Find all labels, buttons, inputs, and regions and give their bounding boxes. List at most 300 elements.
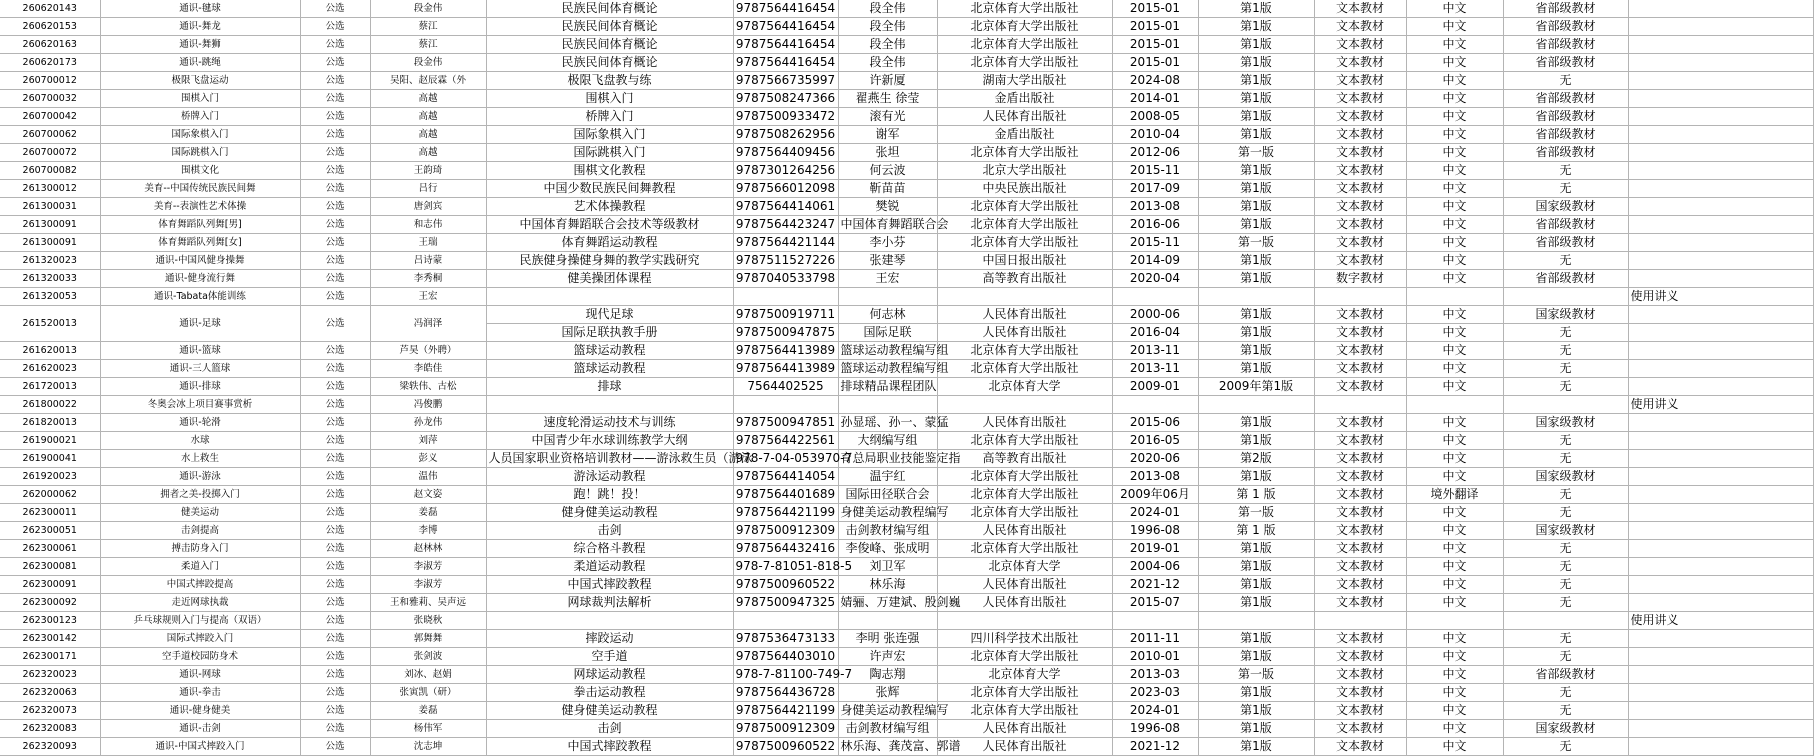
cell-material-type[interactable]: 文本教材 (1314, 414, 1406, 432)
cell-remark[interactable] (1628, 414, 1813, 432)
cell-author[interactable]: 刘卫军 (838, 558, 937, 576)
cell-publisher[interactable]: 人民体育出版社 (937, 576, 1112, 594)
cell-author[interactable]: 段全伟 (838, 36, 937, 54)
cell-course-type[interactable]: 公选 (300, 36, 370, 54)
cell-course-name[interactable]: 通识-毽球 (100, 0, 300, 18)
cell-publisher[interactable]: 北京体育大学出版社 (937, 648, 1112, 666)
cell-teacher[interactable]: 刘冰、赵娟 (370, 666, 486, 684)
cell-pub-date[interactable]: 2013-08 (1112, 198, 1198, 216)
cell-book-title[interactable]: 中国式摔跤教程 (486, 576, 733, 594)
cell-remark[interactable] (1628, 234, 1813, 252)
cell-author[interactable]: 段全伟 (838, 0, 937, 18)
cell-book-title[interactable]: 空手道 (486, 648, 733, 666)
cell-course-code[interactable]: 261900021 (0, 432, 100, 450)
cell-publisher[interactable]: 人民体育出版社 (937, 720, 1112, 738)
cell-textbook-level[interactable]: 省部级教材 (1503, 126, 1628, 144)
cell-publisher[interactable]: 北京体育大学出版社 (937, 486, 1112, 504)
cell-course-name[interactable]: 通识-轮滑 (100, 414, 300, 432)
cell-teacher[interactable]: 王和雅莉、吴声远 (370, 594, 486, 612)
cell-course-type[interactable]: 公选 (300, 612, 370, 630)
cell-remark[interactable] (1628, 702, 1813, 720)
cell-course-code[interactable]: 261620023 (0, 360, 100, 378)
cell-material-type[interactable]: 数字教材 (1314, 270, 1406, 288)
cell-course-type[interactable]: 公选 (300, 342, 370, 360)
cell-publisher[interactable]: 北京体育大学出版社 (937, 468, 1112, 486)
cell-pub-date[interactable]: 2023-03 (1112, 684, 1198, 702)
cell-book-title[interactable]: 综合格斗教程 (486, 540, 733, 558)
cell-course-code[interactable]: 260620163 (0, 36, 100, 54)
cell-teacher[interactable]: 冯润泽 (370, 306, 486, 342)
cell-material-type[interactable]: 文本教材 (1314, 720, 1406, 738)
cell-textbook-level[interactable]: 国家级教材 (1503, 720, 1628, 738)
cell-course-name[interactable]: 通识-篮球 (100, 342, 300, 360)
cell-course-type[interactable]: 公选 (300, 720, 370, 738)
cell-pub-date[interactable]: 2014-09 (1112, 252, 1198, 270)
cell-language[interactable]: 中文 (1406, 432, 1503, 450)
cell-material-type[interactable]: 文本教材 (1314, 558, 1406, 576)
cell-teacher[interactable]: 段金伟 (370, 0, 486, 18)
cell-remark[interactable] (1628, 342, 1813, 360)
cell-course-type[interactable]: 公选 (300, 54, 370, 72)
cell-language[interactable]: 中文 (1406, 504, 1503, 522)
cell-course-code[interactable]: 261520013 (0, 306, 100, 342)
cell-material-type[interactable] (1314, 612, 1406, 630)
cell-course-name[interactable]: 通识-Tabata体能训练 (100, 288, 300, 306)
cell-teacher[interactable]: 蔡江 (370, 36, 486, 54)
cell-textbook-level[interactable]: 无 (1503, 648, 1628, 666)
cell-language[interactable]: 中文 (1406, 378, 1503, 396)
cell-edition[interactable]: 第1版 (1198, 702, 1314, 720)
cell-author[interactable]: 何云波 (838, 162, 937, 180)
cell-edition[interactable]: 第1版 (1198, 468, 1314, 486)
cell-book-title[interactable]: 桥牌入门 (486, 108, 733, 126)
cell-book-title[interactable]: 人员国家职业资格培训教材——游泳救生员（游泳 (486, 450, 733, 468)
cell-course-type[interactable]: 公选 (300, 108, 370, 126)
cell-book-title[interactable]: 网球运动教程 (486, 666, 733, 684)
cell-edition[interactable]: 第1版 (1198, 270, 1314, 288)
cell-course-name[interactable]: 通识-三人篮球 (100, 360, 300, 378)
cell-book-title[interactable]: 排球 (486, 378, 733, 396)
cell-textbook-level[interactable]: 无 (1503, 504, 1628, 522)
cell-author[interactable]: 中国体育舞蹈联合会 (838, 216, 937, 234)
cell-edition[interactable]: 第1版 (1198, 108, 1314, 126)
cell-remark[interactable]: 使用讲义 (1628, 396, 1813, 414)
cell-teacher[interactable]: 高越 (370, 90, 486, 108)
cell-book-title[interactable]: 健身健美运动教程 (486, 702, 733, 720)
cell-publisher[interactable]: 北京大学出版社 (937, 162, 1112, 180)
cell-pub-date[interactable]: 1996-08 (1112, 720, 1198, 738)
cell-textbook-level[interactable]: 省部级教材 (1503, 234, 1628, 252)
cell-language[interactable]: 中文 (1406, 540, 1503, 558)
cell-material-type[interactable]: 文本教材 (1314, 216, 1406, 234)
cell-edition[interactable]: 第1版 (1198, 558, 1314, 576)
cell-author[interactable]: 排球精品课程团队 (838, 378, 937, 396)
cell-pub-date[interactable]: 2024-08 (1112, 72, 1198, 90)
cell-course-type[interactable]: 公选 (300, 360, 370, 378)
cell-language[interactable]: 中文 (1406, 414, 1503, 432)
cell-remark[interactable] (1628, 576, 1813, 594)
cell-course-type[interactable]: 公选 (300, 126, 370, 144)
cell-textbook-level[interactable]: 无 (1503, 450, 1628, 468)
cell-pub-date[interactable]: 2019-01 (1112, 540, 1198, 558)
cell-textbook-level[interactable]: 省部级教材 (1503, 666, 1628, 684)
cell-teacher[interactable]: 段金伟 (370, 54, 486, 72)
cell-language[interactable]: 中文 (1406, 72, 1503, 90)
cell-isbn[interactable]: 9787500912309 (733, 522, 838, 540)
cell-edition[interactable]: 第1版 (1198, 90, 1314, 108)
cell-course-type[interactable]: 公选 (300, 684, 370, 702)
cell-language[interactable]: 中文 (1406, 270, 1503, 288)
cell-material-type[interactable]: 文本教材 (1314, 108, 1406, 126)
cell-course-code[interactable]: 260700072 (0, 144, 100, 162)
cell-isbn[interactable]: 9787564409456 (733, 144, 838, 162)
cell-isbn[interactable]: 9787508262956 (733, 126, 838, 144)
cell-textbook-level[interactable]: 国家级教材 (1503, 522, 1628, 540)
cell-textbook-level[interactable]: 国家级教材 (1503, 306, 1628, 324)
cell-teacher[interactable]: 李秀桐 (370, 270, 486, 288)
cell-isbn[interactable]: 9787566012098 (733, 180, 838, 198)
cell-course-code[interactable]: 262300091 (0, 576, 100, 594)
cell-teacher[interactable]: 姜磊 (370, 702, 486, 720)
cell-course-type[interactable]: 公选 (300, 252, 370, 270)
cell-book-title[interactable]: 中国式摔跤教程 (486, 738, 733, 756)
cell-book-title[interactable] (486, 612, 733, 630)
cell-isbn[interactable]: 9787564401689 (733, 486, 838, 504)
cell-author[interactable] (838, 396, 937, 414)
cell-edition[interactable]: 第一版 (1198, 144, 1314, 162)
cell-course-code[interactable]: 262320083 (0, 720, 100, 738)
cell-book-title[interactable]: 中国少数民族民间舞教程 (486, 180, 733, 198)
cell-publisher[interactable] (937, 396, 1112, 414)
cell-publisher[interactable]: 金盾出版社 (937, 126, 1112, 144)
cell-material-type[interactable]: 文本教材 (1314, 576, 1406, 594)
cell-edition[interactable]: 第1版 (1198, 306, 1314, 324)
cell-pub-date[interactable]: 2015-01 (1112, 36, 1198, 54)
cell-book-title[interactable]: 跑！跳！投！ (486, 486, 733, 504)
cell-remark[interactable] (1628, 540, 1813, 558)
cell-isbn[interactable]: 9787040533798 (733, 270, 838, 288)
cell-remark[interactable]: 使用讲义 (1628, 288, 1813, 306)
cell-book-title[interactable]: 极限飞盘教与练 (486, 72, 733, 90)
cell-remark[interactable] (1628, 324, 1813, 342)
cell-author[interactable]: 何志林 (838, 306, 937, 324)
cell-remark[interactable] (1628, 198, 1813, 216)
cell-language[interactable]: 中文 (1406, 720, 1503, 738)
cell-course-type[interactable]: 公选 (300, 234, 370, 252)
cell-material-type[interactable]: 文本教材 (1314, 504, 1406, 522)
cell-book-title[interactable]: 中国青少年水球训练教学大纲 (486, 432, 733, 450)
cell-author[interactable]: 国际田径联合会 (838, 486, 937, 504)
cell-pub-date[interactable]: 2016-06 (1112, 216, 1198, 234)
cell-textbook-level[interactable]: 无 (1503, 180, 1628, 198)
cell-pub-date[interactable]: 2000-06 (1112, 306, 1198, 324)
cell-course-code[interactable]: 262300092 (0, 594, 100, 612)
cell-edition[interactable]: 第1版 (1198, 360, 1314, 378)
cell-course-code[interactable]: 261320023 (0, 252, 100, 270)
cell-course-type[interactable]: 公选 (300, 468, 370, 486)
cell-material-type[interactable]: 文本教材 (1314, 702, 1406, 720)
cell-textbook-level[interactable]: 省部级教材 (1503, 90, 1628, 108)
cell-course-name[interactable]: 健美运动 (100, 504, 300, 522)
cell-material-type[interactable]: 文本教材 (1314, 144, 1406, 162)
cell-course-code[interactable]: 260700012 (0, 72, 100, 90)
cell-textbook-level[interactable]: 无 (1503, 486, 1628, 504)
cell-publisher[interactable]: 人民体育出版社 (937, 414, 1112, 432)
cell-language[interactable]: 中文 (1406, 630, 1503, 648)
cell-book-title[interactable]: 民族民间体育概论 (486, 18, 733, 36)
cell-textbook-level[interactable]: 省部级教材 (1503, 54, 1628, 72)
cell-material-type[interactable] (1314, 396, 1406, 414)
cell-pub-date[interactable]: 2024-01 (1112, 702, 1198, 720)
cell-isbn[interactable]: 9787508247366 (733, 90, 838, 108)
cell-course-type[interactable]: 公选 (300, 18, 370, 36)
cell-pub-date[interactable]: 2010-01 (1112, 648, 1198, 666)
cell-course-name[interactable]: 国际象棋入门 (100, 126, 300, 144)
cell-remark[interactable] (1628, 378, 1813, 396)
cell-language[interactable]: 中文 (1406, 0, 1503, 18)
cell-course-type[interactable]: 公选 (300, 450, 370, 468)
cell-pub-date[interactable] (1112, 288, 1198, 306)
cell-publisher[interactable]: 北京体育大学出版社 (937, 684, 1112, 702)
cell-course-code[interactable]: 260620173 (0, 54, 100, 72)
cell-pub-date[interactable]: 2015-01 (1112, 0, 1198, 18)
cell-language[interactable]: 中文 (1406, 108, 1503, 126)
cell-publisher[interactable]: 北京体育大学 (937, 558, 1112, 576)
cell-teacher[interactable]: 李淑芳 (370, 558, 486, 576)
cell-publisher[interactable]: 湖南大学出版社 (937, 72, 1112, 90)
cell-remark[interactable] (1628, 486, 1813, 504)
cell-pub-date[interactable]: 2014-01 (1112, 90, 1198, 108)
cell-isbn[interactable]: 9787511527226 (733, 252, 838, 270)
cell-author[interactable]: 李俊峰、张成明 (838, 540, 937, 558)
cell-edition[interactable]: 第1版 (1198, 594, 1314, 612)
cell-remark[interactable] (1628, 684, 1813, 702)
cell-course-name[interactable]: 体育舞蹈队列舞[男] (100, 216, 300, 234)
cell-publisher[interactable]: 人民体育出版社 (937, 594, 1112, 612)
cell-pub-date[interactable]: 2011-11 (1112, 630, 1198, 648)
cell-course-type[interactable]: 公选 (300, 198, 370, 216)
cell-course-type[interactable]: 公选 (300, 594, 370, 612)
cell-course-code[interactable]: 260700062 (0, 126, 100, 144)
cell-pub-date[interactable]: 2015-06 (1112, 414, 1198, 432)
cell-course-code[interactable]: 261300091 (0, 216, 100, 234)
cell-course-code[interactable]: 262320093 (0, 738, 100, 756)
cell-course-name[interactable]: 搏击防身入门 (100, 540, 300, 558)
cell-author[interactable]: 林乐海、龚茂富、郭谱 (838, 738, 937, 756)
cell-teacher[interactable]: 姜磊 (370, 504, 486, 522)
cell-edition[interactable]: 第一版 (1198, 666, 1314, 684)
cell-isbn[interactable]: 7564402525 (733, 378, 838, 396)
cell-publisher[interactable]: 北京体育大学出版社 (937, 234, 1112, 252)
cell-textbook-level[interactable]: 省部级教材 (1503, 144, 1628, 162)
cell-edition[interactable]: 第1版 (1198, 414, 1314, 432)
cell-publisher[interactable]: 北京体育大学出版社 (937, 432, 1112, 450)
cell-course-name[interactable]: 水上救生 (100, 450, 300, 468)
cell-author[interactable] (838, 288, 937, 306)
cell-pub-date[interactable]: 2021-12 (1112, 576, 1198, 594)
cell-remark[interactable] (1628, 108, 1813, 126)
cell-material-type[interactable]: 文本教材 (1314, 90, 1406, 108)
cell-textbook-level[interactable]: 省部级教材 (1503, 36, 1628, 54)
cell-teacher[interactable]: 赵文姿 (370, 486, 486, 504)
cell-language[interactable] (1406, 396, 1503, 414)
cell-remark[interactable] (1628, 144, 1813, 162)
cell-course-code[interactable]: 261720013 (0, 378, 100, 396)
cell-pub-date[interactable]: 2015-11 (1112, 162, 1198, 180)
cell-remark[interactable] (1628, 90, 1813, 108)
cell-publisher[interactable]: 人民体育出版社 (937, 738, 1112, 756)
cell-book-title[interactable]: 现代足球 (486, 306, 733, 324)
cell-language[interactable]: 中文 (1406, 216, 1503, 234)
cell-isbn[interactable]: 9787500912309 (733, 720, 838, 738)
cell-textbook-level[interactable]: 国家级教材 (1503, 414, 1628, 432)
cell-edition[interactable]: 第 1 版 (1198, 486, 1314, 504)
cell-author[interactable] (838, 612, 937, 630)
cell-publisher[interactable]: 北京体育大学出版社 (937, 360, 1112, 378)
cell-course-name[interactable]: 中国式摔跤提高 (100, 576, 300, 594)
cell-publisher[interactable]: 北京体育大学出版社 (937, 342, 1112, 360)
cell-course-code[interactable]: 262320063 (0, 684, 100, 702)
cell-remark[interactable] (1628, 522, 1813, 540)
cell-book-title[interactable]: 拳击运动教程 (486, 684, 733, 702)
cell-pub-date[interactable]: 2009-01 (1112, 378, 1198, 396)
cell-language[interactable]: 中文 (1406, 36, 1503, 54)
cell-textbook-level[interactable]: 省部级教材 (1503, 270, 1628, 288)
cell-edition[interactable]: 第1版 (1198, 540, 1314, 558)
cell-course-code[interactable]: 261320053 (0, 288, 100, 306)
cell-course-name[interactable]: 国际跳棋入门 (100, 144, 300, 162)
cell-textbook-level[interactable]: 省部级教材 (1503, 108, 1628, 126)
cell-remark[interactable] (1628, 126, 1813, 144)
cell-edition[interactable]: 第1版 (1198, 72, 1314, 90)
cell-course-code[interactable]: 261300031 (0, 198, 100, 216)
cell-edition[interactable]: 第1版 (1198, 54, 1314, 72)
cell-pub-date[interactable]: 2008-05 (1112, 108, 1198, 126)
cell-remark[interactable] (1628, 162, 1813, 180)
cell-remark[interactable] (1628, 216, 1813, 234)
cell-pub-date[interactable]: 2013-11 (1112, 360, 1198, 378)
cell-remark[interactable] (1628, 270, 1813, 288)
cell-material-type[interactable]: 文本教材 (1314, 198, 1406, 216)
cell-pub-date[interactable]: 2013-03 (1112, 666, 1198, 684)
cell-teacher[interactable]: 王瑞 (370, 234, 486, 252)
cell-course-type[interactable]: 公选 (300, 432, 370, 450)
cell-remark[interactable] (1628, 0, 1813, 18)
cell-author[interactable]: 大纲编写组 (838, 432, 937, 450)
cell-course-code[interactable]: 262300011 (0, 504, 100, 522)
cell-edition[interactable]: 第1版 (1198, 0, 1314, 18)
cell-language[interactable]: 中文 (1406, 558, 1503, 576)
cell-course-name[interactable]: 通识-跳绳 (100, 54, 300, 72)
cell-author[interactable]: 篮球运动教程编写组 (838, 360, 937, 378)
cell-isbn[interactable]: 9787564436728 (733, 684, 838, 702)
cell-course-name[interactable]: 通识-健身流行舞 (100, 270, 300, 288)
cell-author[interactable]: 林乐海 (838, 576, 937, 594)
cell-course-type[interactable]: 公选 (300, 540, 370, 558)
cell-language[interactable]: 中文 (1406, 252, 1503, 270)
cell-book-title[interactable]: 柔道运动教程 (486, 558, 733, 576)
cell-course-name[interactable]: 乒乓球规则入门与提高（双语） (100, 612, 300, 630)
cell-textbook-level[interactable]: 无 (1503, 738, 1628, 756)
cell-course-type[interactable]: 公选 (300, 738, 370, 756)
cell-course-type[interactable]: 公选 (300, 288, 370, 306)
cell-publisher[interactable]: 北京体育大学出版社 (937, 702, 1112, 720)
cell-material-type[interactable]: 文本教材 (1314, 486, 1406, 504)
cell-publisher[interactable]: 中国日报出版社 (937, 252, 1112, 270)
cell-language[interactable]: 中文 (1406, 738, 1503, 756)
cell-isbn[interactable]: 9787564421199 (733, 504, 838, 522)
cell-language[interactable] (1406, 612, 1503, 630)
cell-language[interactable]: 中文 (1406, 342, 1503, 360)
cell-textbook-level[interactable]: 无 (1503, 576, 1628, 594)
cell-textbook-level[interactable]: 省部级教材 (1503, 18, 1628, 36)
cell-course-type[interactable]: 公选 (300, 0, 370, 18)
cell-remark[interactable] (1628, 450, 1813, 468)
cell-textbook-level[interactable]: 省部级教材 (1503, 216, 1628, 234)
cell-language[interactable]: 中文 (1406, 126, 1503, 144)
cell-book-title[interactable]: 摔跤运动 (486, 630, 733, 648)
cell-author[interactable]: 谢军 (838, 126, 937, 144)
cell-language[interactable]: 中文 (1406, 576, 1503, 594)
cell-author[interactable]: 段全伟 (838, 18, 937, 36)
cell-material-type[interactable]: 文本教材 (1314, 594, 1406, 612)
cell-edition[interactable]: 2009年第1版 (1198, 378, 1314, 396)
cell-course-code[interactable]: 262300051 (0, 522, 100, 540)
cell-book-title[interactable]: 围棋入门 (486, 90, 733, 108)
cell-isbn[interactable]: 9787536473133 (733, 630, 838, 648)
cell-language[interactable]: 中文 (1406, 198, 1503, 216)
cell-author[interactable]: 张建琴 (838, 252, 937, 270)
cell-edition[interactable]: 第1版 (1198, 648, 1314, 666)
cell-course-type[interactable]: 公选 (300, 180, 370, 198)
cell-course-type[interactable]: 公选 (300, 216, 370, 234)
cell-teacher[interactable]: 高越 (370, 126, 486, 144)
cell-remark[interactable] (1628, 738, 1813, 756)
cell-teacher[interactable]: 蔡江 (370, 18, 486, 36)
cell-publisher[interactable]: 人民体育出版社 (937, 108, 1112, 126)
cell-teacher[interactable]: 芦昊（外聘） (370, 342, 486, 360)
cell-course-code[interactable]: 262300081 (0, 558, 100, 576)
cell-teacher[interactable]: 吕行 (370, 180, 486, 198)
cell-isbn[interactable]: 9787500947875 (733, 324, 838, 342)
cell-author[interactable]: 育总局职业技能鉴定指 (838, 450, 937, 468)
cell-teacher[interactable]: 王宏 (370, 288, 486, 306)
cell-pub-date[interactable]: 2020-04 (1112, 270, 1198, 288)
cell-language[interactable]: 中文 (1406, 54, 1503, 72)
cell-course-code[interactable]: 261320033 (0, 270, 100, 288)
cell-material-type[interactable]: 文本教材 (1314, 360, 1406, 378)
cell-material-type[interactable]: 文本教材 (1314, 468, 1406, 486)
cell-material-type[interactable]: 文本教材 (1314, 18, 1406, 36)
cell-isbn[interactable]: 9787564421144 (733, 234, 838, 252)
cell-teacher[interactable]: 李淑芳 (370, 576, 486, 594)
cell-isbn[interactable]: 9787500960522 (733, 738, 838, 756)
cell-book-title[interactable]: 围棋文化教程 (486, 162, 733, 180)
cell-course-type[interactable]: 公选 (300, 144, 370, 162)
cell-course-type[interactable]: 公选 (300, 630, 370, 648)
cell-author[interactable]: 许声宏 (838, 648, 937, 666)
cell-isbn[interactable]: 9787564414054 (733, 468, 838, 486)
cell-course-type[interactable]: 公选 (300, 396, 370, 414)
cell-material-type[interactable]: 文本教材 (1314, 252, 1406, 270)
cell-book-title[interactable]: 击剑 (486, 720, 733, 738)
cell-course-code[interactable]: 260700032 (0, 90, 100, 108)
cell-book-title[interactable]: 网球裁判法解析 (486, 594, 733, 612)
cell-course-name[interactable]: 通识-中国风健身操舞 (100, 252, 300, 270)
cell-course-name[interactable]: 美育--表演性艺术体操 (100, 198, 300, 216)
cell-course-type[interactable]: 公选 (300, 378, 370, 396)
cell-course-type[interactable]: 公选 (300, 486, 370, 504)
